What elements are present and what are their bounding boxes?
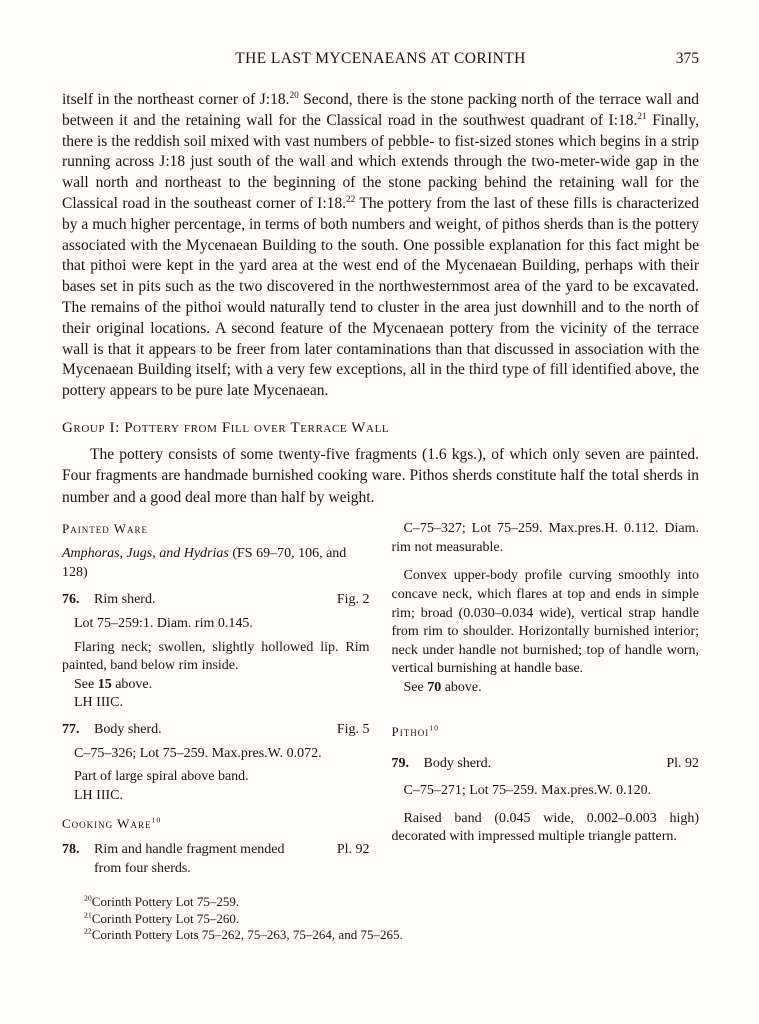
entry-details: C–75–271; Lot 75–259. Max.pres.W. 0.120. [403, 783, 652, 799]
footnote-22: $^{22}$Corinth Pottery Lots 75–262, 75–263, 75–264, and 75–265. [84, 927, 403, 943]
running-head-title: THE LAST MYCENAEANS AT CORINTH [235, 50, 526, 67]
entry-number: 76. [62, 592, 80, 608]
entry-date: LH IIIC. [74, 695, 123, 711]
footnote-marker: 20 [289, 90, 299, 101]
page-content [62, 50, 699, 944]
entry-79-head [392, 755, 700, 774]
entry-see-note: See 15 above. [74, 676, 153, 692]
figure-reference: Fig. 5 [336, 721, 370, 737]
catalog-right-column [392, 520, 700, 878]
type-heading-amphoras-jugs-hydrias: Amphoras, Jugs, and Hydrias (FS 69–70, 106, and 128) [62, 546, 347, 580]
entry-number: 78. [62, 842, 80, 858]
plate-reference: Pl. 92 [336, 842, 370, 858]
footnote-marker: 20 [84, 894, 92, 904]
entry-title: Rim sherd. [94, 592, 156, 608]
footnote-marker: 21 [637, 111, 647, 122]
section-intro-paragraph: The pottery consists of some twenty-five fragments (1.6 kgs.), of which only seven are painted. Four fragments are handmade burnished cooking ware. Pithos sherds constitute half the total sherds in number and a good deal more than half by weight. [62, 445, 699, 506]
entry-76-head [62, 591, 370, 610]
catalog [62, 520, 699, 878]
entry-number: 77. [62, 721, 80, 737]
entry-78-details: C–75–327; Lot 75–259. Max.pres.H. 0.112. Diam. rim not measurable. [391, 521, 699, 555]
catalog-entry-76 [62, 591, 370, 713]
footnote-marker: 10 [429, 723, 440, 733]
catalog-left-column [62, 520, 370, 878]
entry-78-description: Convex upper-body profile curving smoothly into concave neck, which flares at top and ends in simple rim; broad (0.030–0.034 wide), vertical strap handle from rim to shoulder. Horizontally burnished interior; neck under handle not burnished; top of handle worn, vertical burnishing at handle base. [391, 568, 699, 677]
footnote-20: $^{20}$Corinth Pottery Lot 75–259. [84, 894, 240, 910]
ware-heading-painted-ware: Painted Ware [62, 521, 149, 537]
footnote-marker: 21 [84, 910, 92, 920]
page-number: 375 [675, 50, 699, 67]
entry-title: Rim and handle fragment mended from four sherds. [94, 842, 285, 876]
entry-78-head [62, 841, 370, 878]
entry-details: Lot 75–259:1. Diam. rim 0.145. [74, 615, 253, 631]
catalog-entry-78 [62, 841, 370, 878]
ware-heading-pithoi: Pithoi$^{10}$ [391, 723, 440, 739]
running-head [62, 50, 699, 68]
footnote-marker: 10 [151, 815, 162, 825]
entry-description: Flaring neck; swollen, slightly hollowed lip. Rim painted, band below rim inside. [62, 639, 370, 674]
entry-78-see-note: See 70 above. [403, 679, 482, 695]
opening-paragraph: itself in the northeast corner of J:18.20 Second, there is the stone packing north of the terrace wall and between it and the retaining wall for the Classical road in the southwest quadrant of I:18.21 Finally, there is the reddish soil mixed with vast numbers of pebble- to fist-sized stones which begins in a strip running across J:18 just south of the wall and which extends through the two-meter-wide gap in the wall north and northeast to the beginning of the stone packing behind the retaining wall for the Classical road in the southeast corner of I:18.22 The pottery from the last of these fills is characterized by a much higher percentage, in terms of both numbers and weight, of pithos sherds than is the pottery associated with the Mycenaean Building to the south. One possible explanation for this fact might be that pithoi were kept in the yard area at the west end of the Mycenaean Building, perhaps with their bases set in pits such as the two discovered in the northwesternmost area of the yard to be excavated. The remains of the pithoi would naturally tend to cluster in the area just downhill and to the north of their original locations. A second feature of the Mycenaean pottery from the vicinity of the terrace wall is that it appears to be freer from later contaminations than that discussed in association with the Mycenaean Building itself; with a very few exceptions, all in the third type of fill identified above, the pottery appears to be pure late Mycenaean. [62, 90, 699, 400]
footnote-marker: 22 [84, 927, 92, 937]
entry-date: LH IIIC. [74, 787, 123, 803]
footnotes [62, 894, 699, 944]
footnote-marker: 22 [346, 194, 356, 205]
entry-title: Body sherd. [423, 755, 492, 771]
entry-description: Part of large spiral above band. [74, 769, 249, 785]
entry-title: Body sherd. [94, 721, 162, 737]
entry-description: Raised band (0.045 wide, 0.002–0.003 high) decorated with impressed multiple triangle pattern. [391, 810, 699, 845]
section-heading-group-i: Group I: Pottery from Fill over Terrace Wall [62, 419, 390, 436]
catalog-entry-79 [392, 755, 700, 847]
entry-77-head [62, 721, 370, 740]
entry-details: C–75–326; Lot 75–259. Max.pres.W. 0.072. [74, 745, 322, 761]
figure-reference: Fig. 2 [336, 592, 370, 608]
ware-heading-cooking-ware: Cooking Ware$^{10}$ [62, 815, 162, 832]
catalog-entry-77 [62, 721, 370, 805]
plate-reference: Pl. 92 [666, 755, 699, 771]
footnote-21: $^{21}$Corinth Pottery Lot 75–260. [84, 910, 240, 926]
entry-number: 79. [391, 755, 409, 771]
